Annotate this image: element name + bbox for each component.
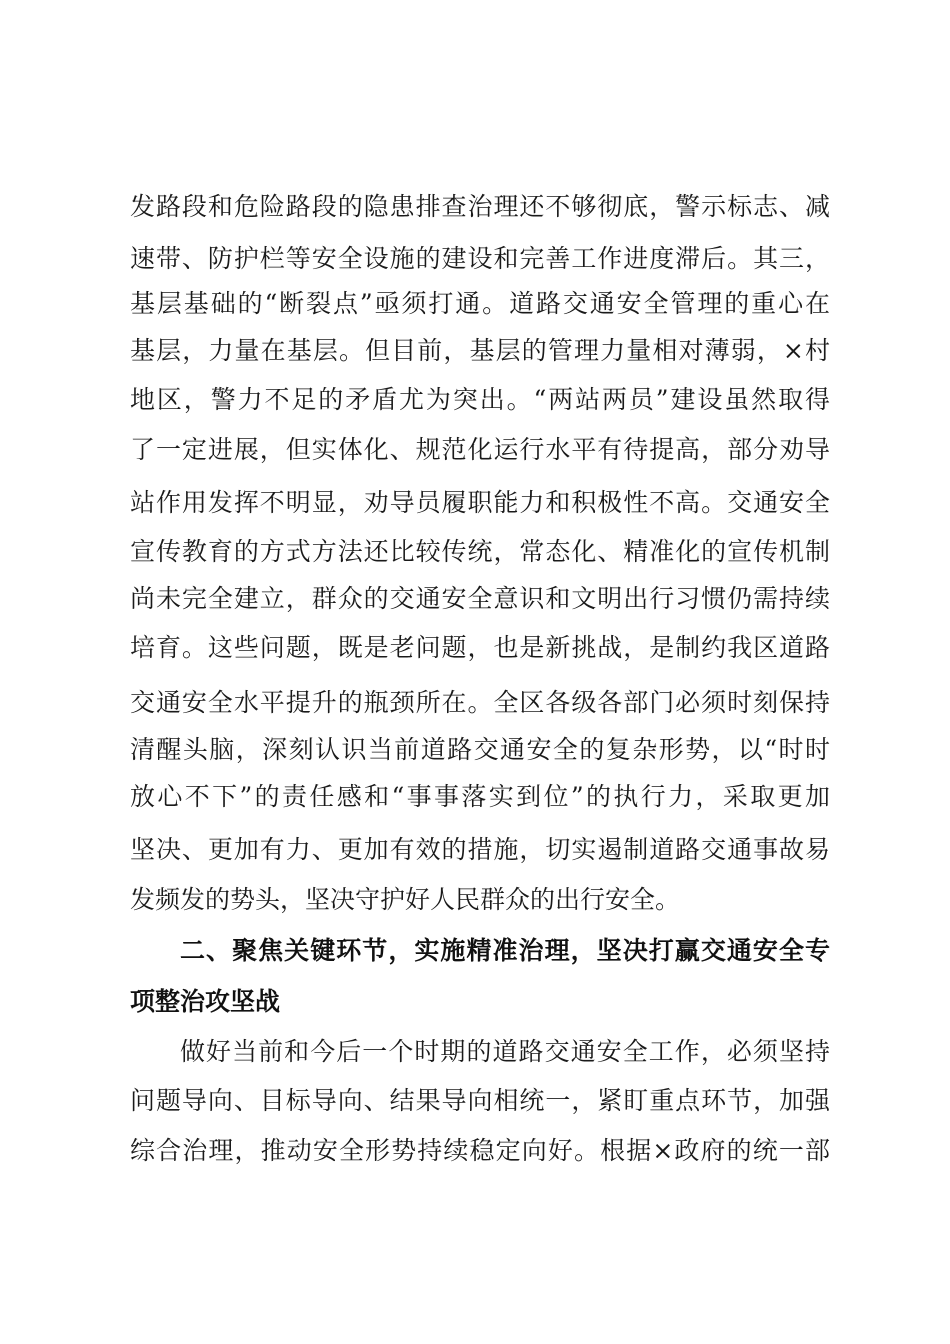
body-text-line: 发频发的势头，坚决守护好人民群众的出行安全。 bbox=[130, 885, 681, 914]
body-text-line: 交通安全水平提升的瓶颈所在。全区各级各部门必须时刻保持 bbox=[130, 688, 830, 717]
body-text-line: 坚决、更加有力、更加有效的措施，切实遏制道路交通事故易 bbox=[130, 835, 830, 864]
paragraph-first-line: 做好当前和今后一个时期的道路交通安全工作，必须坚持 bbox=[180, 1037, 830, 1066]
body-text-line: 宣传教育的方式方法还比较传统，常态化、精准化的宣传机制 bbox=[130, 537, 830, 566]
body-text-line: 基层，力量在基层。但目前，基层的管理力量相对薄弱，×村 bbox=[130, 336, 830, 365]
body-text-line: 培育。这些问题，既是老问题，也是新挑战，是制约我区道路 bbox=[130, 633, 830, 662]
body-text-line: 清醒头脑，深刻认识当前道路交通安全的复杂形势，以“时时 bbox=[130, 735, 830, 764]
body-text-line: 速带、防护栏等安全设施的建设和完善工作进度滞后。其三， bbox=[130, 244, 830, 273]
body-text-line: 放心不下”的责任感和“事事落实到位”的执行力，采取更加 bbox=[130, 782, 830, 811]
body-text-line: 基层基础的“断裂点”亟须打通。道路交通安全管理的重心在 bbox=[130, 289, 830, 318]
body-text-line: 地区，警力不足的矛盾尤为突出。“两站两员”建设虽然取得 bbox=[130, 385, 830, 414]
body-text-line: 综合治理，推动安全形势持续稳定向好。根据×政府的统一部 bbox=[130, 1136, 830, 1165]
body-text-line: 站作用发挥不明显，劝导员履职能力和积极性不高。交通安全 bbox=[130, 488, 830, 517]
body-text-line: 尚未完全建立，群众的交通安全意识和文明出行习惯仍需持续 bbox=[130, 584, 830, 613]
section-heading-continued: 项整治攻坚战 bbox=[130, 987, 281, 1016]
section-heading: 二、聚焦关键环节，实施精准治理，坚决打赢交通安全专 bbox=[180, 936, 830, 965]
body-text-line: 问题导向、目标导向、结果导向相统一，紧盯重点环节，加强 bbox=[130, 1086, 830, 1115]
body-text-line: 发路段和危险路段的隐患排查治理还不够彻底，警示标志、减 bbox=[130, 192, 830, 221]
body-text-line: 了一定进展，但实体化、规范化运行水平有待提高，部分劝导 bbox=[130, 435, 830, 464]
